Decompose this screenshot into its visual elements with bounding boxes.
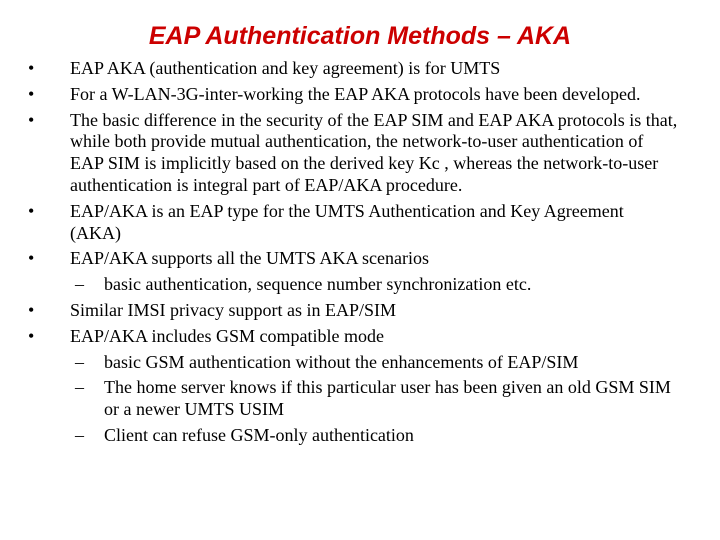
sub-bullet-text: The home server knows if this particular user has been given an old GSM SIM or a newer UMTS USIM <box>104 377 671 420</box>
sub-bullet-marker: – <box>75 274 84 295</box>
bullet-item <box>28 300 678 322</box>
bullet-marker: • <box>28 325 35 346</box>
bullet-list <box>28 58 678 447</box>
sub-bullet-item <box>28 352 678 374</box>
bullet-text: The basic difference in the security of the EAP SIM and EAP AKA protocols is that, while both provide mutual authentication, the network-to-user authentication of EAP SIM is implicitly based on the derived key Kc , whereas the network-to-user authentication is integral part of EAP/AKA procedure. <box>70 109 678 195</box>
bullet-item <box>28 110 678 197</box>
bullet-item <box>28 58 678 80</box>
sub-bullet-text: basic authentication, sequence number synchronization etc. <box>104 274 532 295</box>
bullet-marker: • <box>28 83 35 104</box>
bullet-text: For a W-LAN-3G-inter-working the EAP AKA protocols have been developed. <box>70 83 641 104</box>
sub-bullet-marker: – <box>75 377 84 398</box>
bullet-item <box>28 201 678 245</box>
bullet-marker: • <box>28 200 35 221</box>
sub-bullet-text: Client can refuse GSM-only authentication <box>104 424 414 445</box>
sub-bullet-marker: – <box>75 424 84 445</box>
bullet-text: EAP AKA (authentication and key agreement) is for UMTS <box>70 58 501 78</box>
sub-bullet-item <box>28 274 678 296</box>
bullet-item <box>28 248 678 270</box>
bullet-item <box>28 326 678 348</box>
bullet-marker: • <box>28 58 35 78</box>
bullet-text: EAP/AKA is an EAP type for the UMTS Authentication and Key Agreement (AKA) <box>70 200 624 243</box>
bullet-text: EAP/AKA supports all the UMTS AKA scenarios <box>70 248 429 269</box>
sub-bullet-item <box>28 377 678 421</box>
bullet-text: Similar IMSI privacy support as in EAP/SIM <box>70 299 396 320</box>
slide-title: EAP Authentication Methods – AKA <box>148 22 572 50</box>
bullet-marker: • <box>28 109 35 130</box>
sub-bullet-marker: – <box>75 351 84 372</box>
bullet-item <box>28 84 678 106</box>
sub-bullet-item <box>28 425 678 447</box>
bullet-text: EAP/AKA includes GSM compatible mode <box>70 325 384 346</box>
bullet-marker: • <box>28 299 35 320</box>
bullet-marker: • <box>28 248 35 269</box>
sub-bullet-text: basic GSM authentication without the enhancements of EAP/SIM <box>104 351 579 372</box>
